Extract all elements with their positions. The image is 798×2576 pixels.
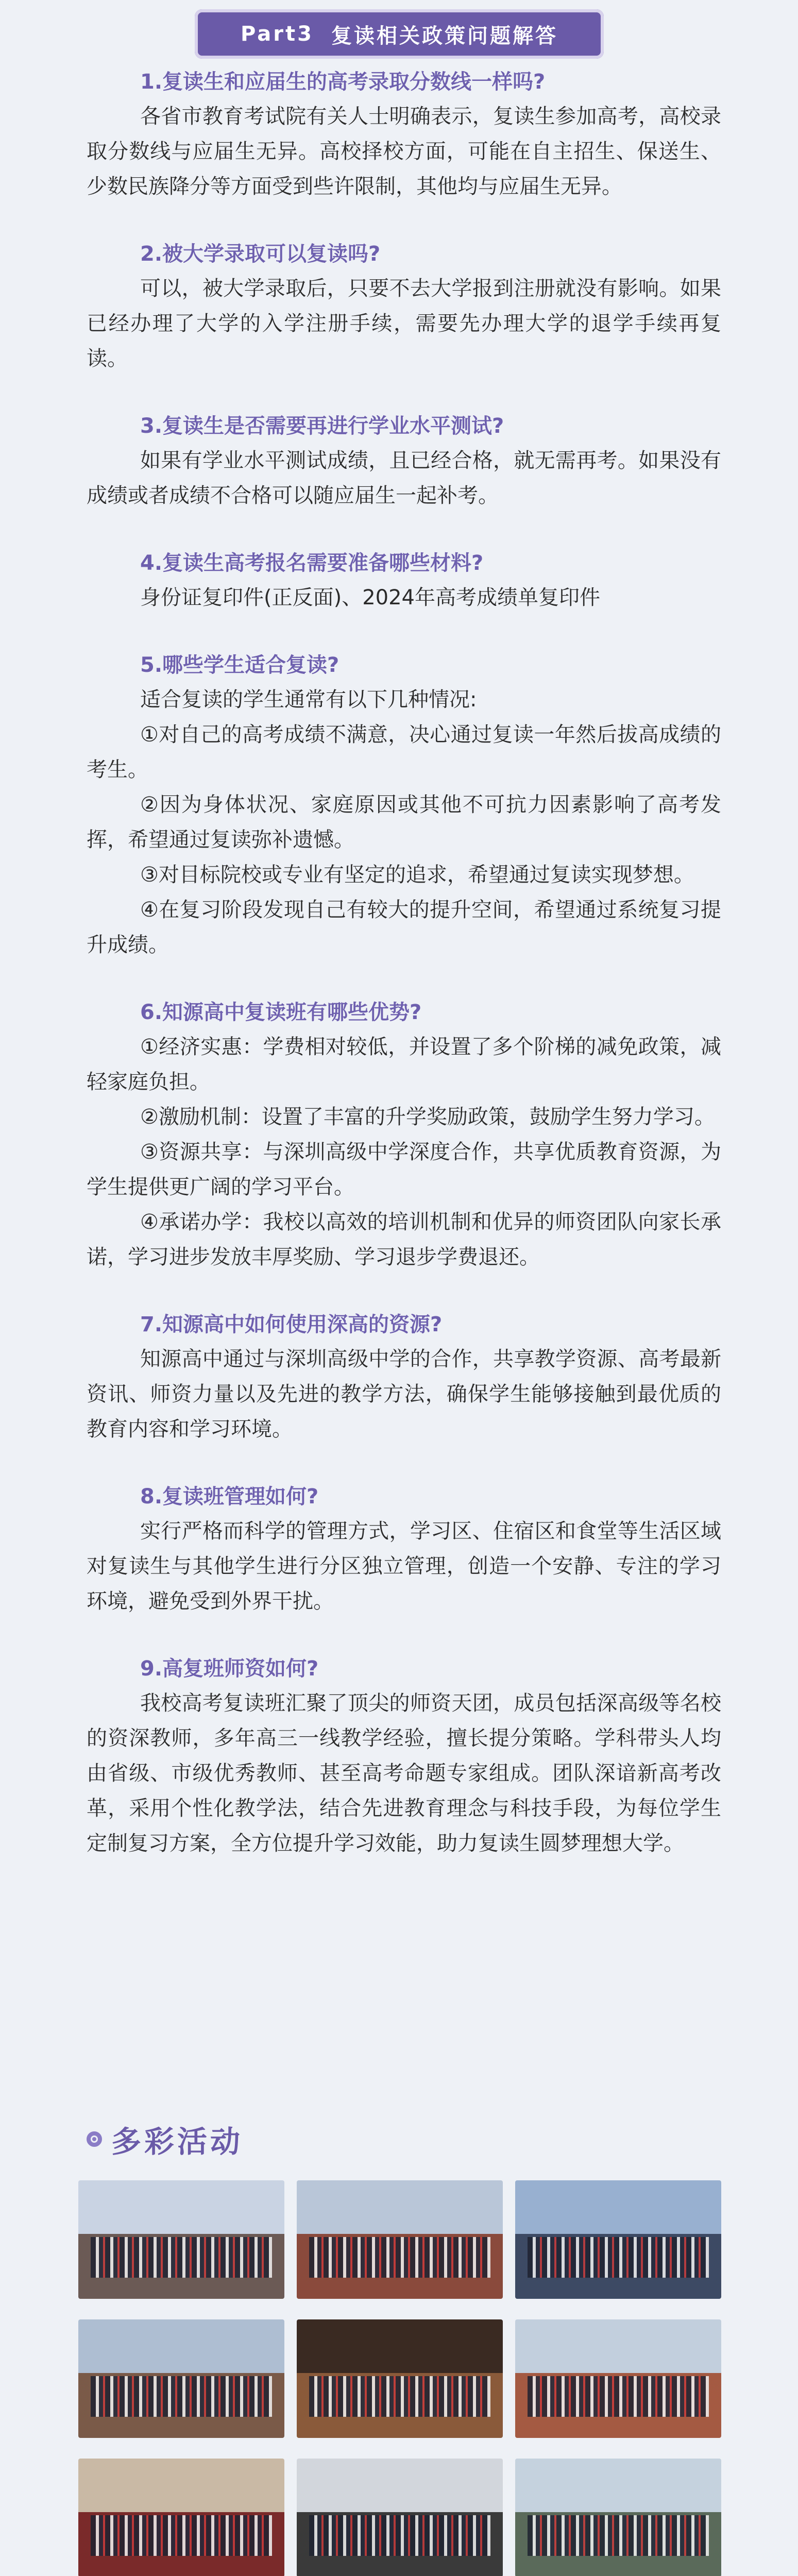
faq-question: 1.复读生和应届生的高考录取分数线一样吗? (140, 70, 546, 94)
activity-photo-9 (515, 2459, 721, 2576)
activity-photo-2 (297, 2180, 503, 2299)
faq-answer-paragraph: 我校高考复读班汇聚了顶尖的师资天团，成员包括深高级等名校的资深教师，多年高三一线教学经验，擅长提分策略。学科带头人均由省级、市级优秀教师、甚至高考命题专家组成。团队深谙新高考改革，采用个性化教学法，结合先进教育理念与科技手段，为每位学生定制复习方案，全方位提升学习效能，助力复读生圆梦理想大学。 (87, 1691, 721, 1855)
faq-answer-paragraph: ③对目标院校或专业有坚定的追求，希望通过复读实现梦想。 (140, 863, 694, 887)
faq-answer-paragraph: ②激励机制：设置了丰富的升学奖励政策，鼓励学生努力学习。 (140, 1105, 715, 1129)
faq-answer-paragraph: ②因为身体状况、家庭原因或其他不可抗力因素影响了高考发挥，希望通过复读弥补遗憾。 (87, 793, 721, 852)
faq-answer (87, 580, 721, 615)
faq-answer-paragraph: ①对自己的高考成绩不满意，决心通过复读一年然后拔高成绩的考生。 (87, 723, 721, 782)
faq-item (87, 237, 721, 376)
faq-question: 3.复读生是否需要再进行学业水平测试? (140, 414, 504, 438)
faq-answer-paragraph: 身份证复印件(正反面)、2024年高考成绩单复印件 (140, 586, 601, 609)
faq-item (87, 995, 721, 1275)
faq-question: 2.被大学录取可以复读吗? (140, 242, 381, 266)
faq-item (87, 65, 721, 204)
activities-title: 多彩活动 (111, 2124, 244, 2159)
faq-answer-paragraph: ④承诺办学：我校以高效的培训机制和优异的师资团队向家长承诺，学习进步发放丰厚奖励、学习退步学费退还。 (87, 1210, 721, 1269)
faq-answer (87, 1514, 721, 1619)
faq-answer-paragraph: ③资源共享：与深圳高级中学深度合作，共享优质教育资源，为学生提供更广阔的学习平台。 (87, 1140, 721, 1199)
target-icon (87, 2131, 102, 2147)
faq-answer-paragraph: 知源高中通过与深圳高级中学的合作，共享教学资源、高考最新资讯、师资力量以及先进的教学方法，确保学生能够接触到最优质的教育内容和学习环境。 (87, 1347, 721, 1441)
activity-photo-1 (78, 2180, 284, 2299)
faq-answer (87, 443, 721, 513)
faq-answer-paragraph: 可以，被大学录取后，只要不去大学报到注册就没有影响。如果已经办理了大学的入学注册手续，需要先办理大学的退学手续再复读。 (87, 277, 721, 370)
banner-part-label: Part3 (241, 22, 314, 46)
activity-photo-4 (78, 2319, 284, 2438)
activity-photo-8 (297, 2459, 503, 2576)
faq-answer-paragraph: 各省市教育考试院有关人士明确表示，复读生参加高考，高校录取分数线与应届生无异。高校择校方面，可能在自主招生、保送生、少数民族降分等方面受到些许限制，其他均与应届生无异。 (87, 105, 721, 198)
faq-answer-paragraph: ④在复习阶段发现自己有较大的提升空间，希望通过系统复习提升成绩。 (87, 898, 721, 957)
faq-question: 6.知源高中复读班有哪些优势? (140, 1001, 422, 1024)
banner-title: 复读相关政策问题解答 (331, 24, 558, 48)
faq-question: 5.哪些学生适合复读? (140, 653, 339, 677)
faq-item (87, 648, 721, 962)
faq-item (87, 1480, 721, 1619)
activity-photo-3 (515, 2180, 721, 2299)
faq-answer (87, 682, 721, 962)
faq-item (87, 1652, 721, 1861)
faq-list (87, 65, 721, 1894)
faq-answer (87, 1686, 721, 1861)
activities-gallery (78, 2180, 721, 2576)
activity-photo-7 (78, 2459, 284, 2576)
faq-question: 7.知源高中如何使用深高的资源? (140, 1313, 443, 1336)
faq-question: 9.高复班师资如何? (140, 1657, 319, 1681)
activity-photo-6 (515, 2319, 721, 2438)
activity-photo-5 (297, 2319, 503, 2438)
faq-answer-paragraph: 实行严格而科学的管理方式，学习区、住宿区和食堂等生活区域对复读生与其他学生进行分区独立管理，创造一个安静、专注的学习环境，避免受到外界干扰。 (87, 1519, 721, 1613)
faq-answer-paragraph: 如果有学业水平测试成绩，且已经合格，就无需再考。如果没有成绩或者成绩不合格可以随应届生一起补考。 (87, 449, 721, 507)
activities-heading (87, 2117, 243, 2161)
faq-answer-paragraph: 适合复读的学生通常有以下几种情况: (140, 688, 477, 711)
faq-answer (87, 1342, 721, 1447)
faq-answer (87, 271, 721, 376)
faq-item (87, 409, 721, 513)
faq-answer (87, 99, 721, 204)
section-banner (195, 9, 604, 59)
faq-item (87, 1308, 721, 1447)
faq-question: 4.复读生高考报名需要准备哪些材料? (140, 551, 484, 575)
faq-answer (87, 1029, 721, 1275)
faq-question: 8.复读班管理如何? (140, 1485, 319, 1509)
faq-item (87, 546, 721, 615)
faq-answer-paragraph: ①经济实惠：学费相对较低，并设置了多个阶梯的减免政策，减轻家庭负担。 (87, 1035, 721, 1094)
